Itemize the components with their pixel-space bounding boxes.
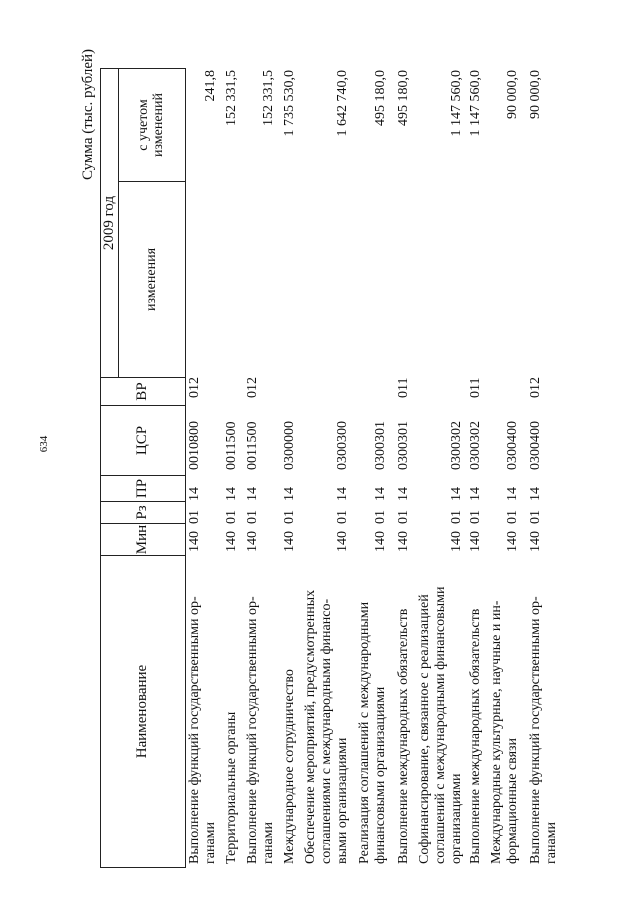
row-min: 140 [468, 531, 483, 552]
row-min: 140 [224, 531, 239, 552]
table-header [100, 68, 186, 868]
row-pr: 14 [396, 487, 411, 501]
row-min: 140 [282, 531, 297, 552]
row-pr: 14 [528, 487, 543, 501]
row-min: 140 [449, 531, 464, 552]
row-csr: 0011500 [224, 421, 239, 470]
row-pr: 14 [468, 487, 483, 501]
row-name: Обеспечение мероприятий, предусмотренных соглашениями с международными финансо-выми организациями [303, 589, 350, 864]
row-csr: 0300400 [528, 421, 543, 470]
row-name: Реализация соглашений с международными финансовыми организациями [357, 601, 388, 864]
unit-caption: Сумма (тыс. рублей) [80, 48, 96, 180]
row-min: 140 [505, 531, 520, 552]
row-csr: 0300301 [396, 421, 411, 470]
row-rz: 01 [373, 510, 388, 524]
row-name: Выполнение функций государственными ор-ганами [245, 596, 276, 864]
row-min: 140 [245, 531, 260, 552]
row-name: Территориальные органы [224, 711, 239, 864]
row-min: 140 [528, 531, 543, 552]
row-name: Софинансирование, связанное с реализацией соглашений с международными финансовыми организациями [417, 586, 464, 864]
row-rz: 01 [396, 510, 411, 524]
header-min: Мин [100, 524, 186, 556]
row-amount: 495 180,0 [373, 70, 388, 126]
row-rz: 01 [505, 510, 520, 524]
row-name: Международное сотрудничество [282, 669, 297, 864]
row-amount: 152 331,5 [224, 70, 239, 126]
row-vr: 012 [187, 377, 202, 398]
row-csr: 0300400 [505, 421, 520, 470]
row-csr: 0300300 [335, 421, 350, 470]
row-amount: 241,8 [203, 70, 218, 102]
row-min: 140 [373, 531, 388, 552]
row-rz: 01 [187, 510, 202, 524]
row-amount: 152 331,5 [261, 70, 276, 126]
row-pr: 14 [449, 487, 464, 501]
row-pr: 14 [373, 487, 388, 501]
row-name: Международные культурные, научные и ин-формационные связи [489, 600, 520, 864]
header-vr: ВР [100, 378, 186, 406]
row-pr: 14 [224, 487, 239, 501]
row-min: 140 [396, 531, 411, 552]
row-amount: 90 000,0 [505, 70, 520, 119]
page-number: 634 [38, 435, 50, 453]
row-rz: 01 [282, 510, 297, 524]
header-csr: ЦСР [100, 406, 186, 476]
row-amount: 495 180,0 [396, 70, 411, 126]
row-pr: 14 [282, 487, 297, 501]
header-rz: Рз [100, 502, 186, 524]
row-rz: 01 [528, 510, 543, 524]
header-with-changes: с учетом изменений [118, 68, 186, 182]
row-amount: 1 147 560,0 [468, 70, 483, 137]
row-rz: 01 [245, 510, 260, 524]
row-pr: 14 [187, 487, 202, 501]
row-csr: 0300302 [449, 421, 464, 470]
row-vr: 012 [528, 377, 543, 398]
row-csr: 0300301 [373, 421, 388, 470]
row-amount: 90 000,0 [528, 70, 543, 119]
row-rz: 01 [335, 510, 350, 524]
header-year: 2009 год [100, 68, 118, 378]
row-amount: 1 642 740,0 [335, 70, 350, 137]
row-pr: 14 [335, 487, 350, 501]
header-pr: ПР [100, 476, 186, 502]
row-csr: 0011500 [245, 421, 260, 470]
row-min: 140 [187, 531, 202, 552]
row-amount: 1 147 560,0 [449, 70, 464, 137]
row-csr: 0300000 [282, 421, 297, 470]
row-pr: 14 [505, 487, 520, 501]
row-csr: 0010800 [187, 421, 202, 470]
row-amount: 1 735 530,0 [282, 70, 297, 137]
row-name: Выполнение функций государственными ор-ганами [528, 596, 559, 864]
row-pr: 14 [245, 487, 260, 501]
row-name: Выполнение международных обязательств [396, 608, 411, 864]
row-vr: 012 [245, 377, 260, 398]
row-rz: 01 [224, 510, 239, 524]
row-name: Выполнение международных обязательств [468, 608, 483, 864]
row-vr: 011 [468, 377, 483, 398]
row-csr: 0300302 [468, 421, 483, 470]
row-rz: 01 [468, 510, 483, 524]
row-vr: 011 [396, 377, 411, 398]
row-min: 140 [335, 531, 350, 552]
row-rz: 01 [449, 510, 464, 524]
header-name: Наименование [100, 556, 186, 868]
budget-table [78, 48, 632, 868]
header-changes: изменения [118, 182, 186, 378]
row-name: Выполнение функций государственными ор-ганами [187, 596, 218, 864]
